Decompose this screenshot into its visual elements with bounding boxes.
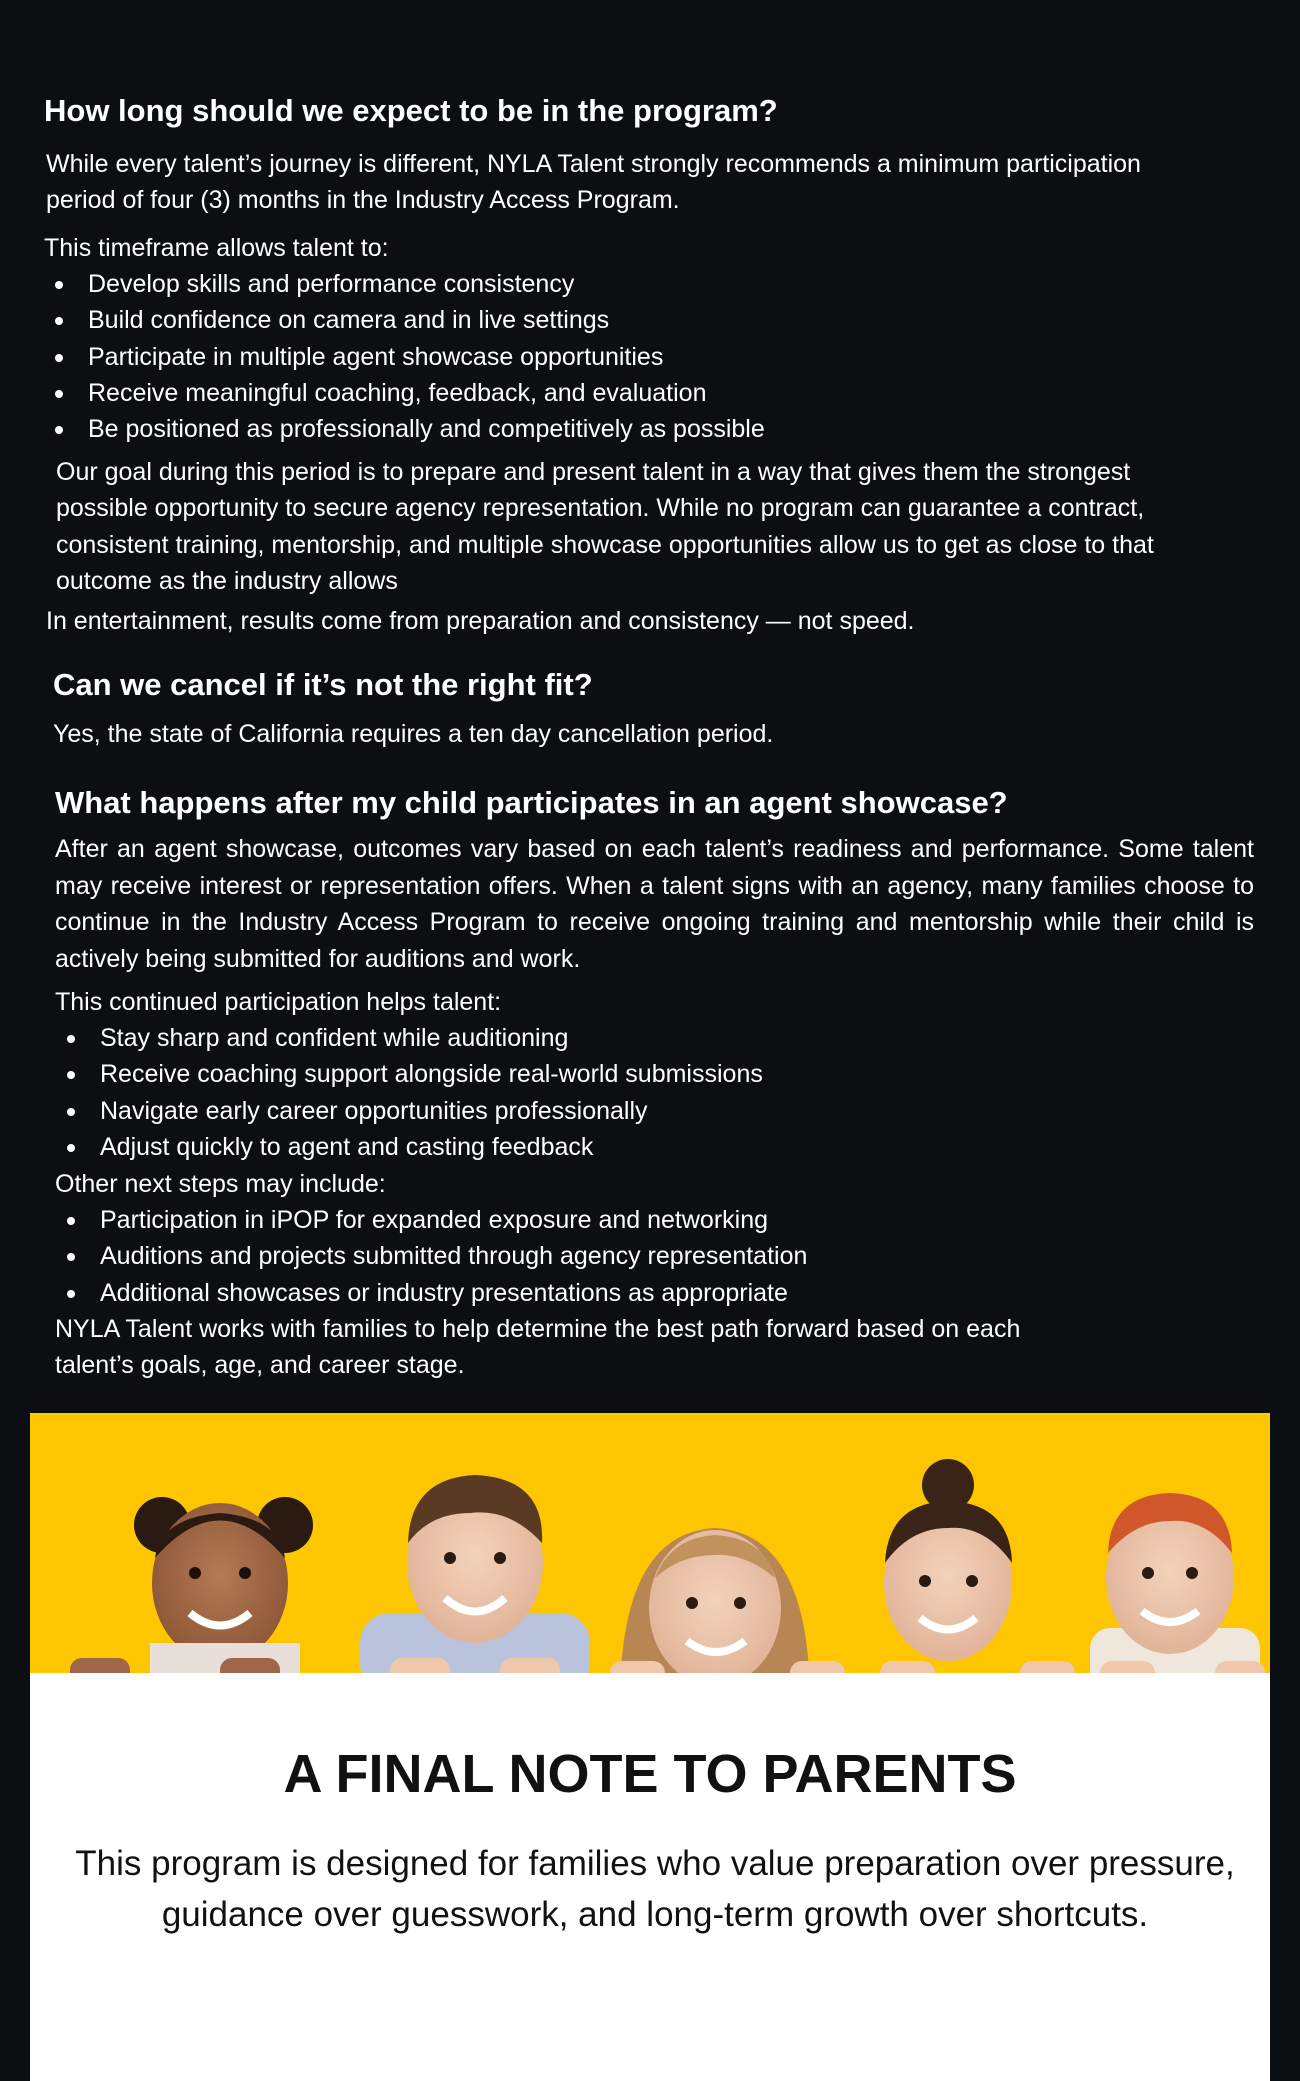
kids-photo-banner: [30, 1413, 1270, 1673]
list-item: Build confidence on camera and in live settings: [44, 302, 765, 338]
goal-line: consistent training, mentorship, and multiple showcase opportunities allow us to get as close to that: [56, 531, 1154, 559]
list-item: Auditions and projects submitted through agency representation: [56, 1238, 807, 1274]
timeframe-benefits-list: [44, 266, 765, 447]
list-lead: This timeframe allows talent to:: [44, 234, 389, 262]
faq-answer: After an agent showcase, outcomes vary based on each talent’s readiness and performance. Some talent may receive interest or representation offers. When a talent signs with an agency, many families choose to continue in the Industry Access Program to receive ongoing training and mentorship while their child is actively being submitted for auditions and work.: [55, 835, 1254, 973]
faq-answer-line: period of four (3) months in the Industry Access Program.: [46, 186, 680, 214]
continued-participation-list: [56, 1020, 763, 1165]
faq-question-cancel: Can we cancel if it’s not the right fit?: [53, 667, 593, 702]
list-item: Stay sharp and confident while auditioning: [56, 1020, 763, 1056]
list-item: Participation in iPOP for expanded exposure and networking: [56, 1202, 807, 1238]
kids-illustration: [30, 1413, 1270, 1713]
list-item: Develop skills and performance consistency: [44, 266, 765, 302]
list-lead: Other next steps may include:: [55, 1170, 386, 1198]
faq-question-program-length: How long should we expect to be in the program?: [44, 93, 778, 128]
child-4: [884, 1459, 1012, 1661]
list-item: Navigate early career opportunities professionally: [56, 1093, 763, 1129]
final-note-body: [50, 1838, 1260, 1940]
final-note-line: guidance over guesswork, and long-term growth over shortcuts.: [161, 1895, 1149, 1934]
next-steps-list: [56, 1202, 807, 1311]
list-item: Additional showcases or industry presentations as appropriate: [56, 1275, 807, 1311]
list-item: Be positioned as professionally and competitively as possible: [44, 411, 765, 447]
faq-question-after-showcase: What happens after my child participates in an agent showcase?: [55, 785, 1008, 820]
goal-line: possible opportunity to secure agency representation. While no program can guarantee a contract,: [56, 494, 1145, 522]
closing-statement: In entertainment, results come from preparation and consistency — not speed.: [46, 607, 915, 635]
list-lead: This continued participation helps talent:: [55, 988, 502, 1016]
list-item: Adjust quickly to agent and casting feedback: [56, 1129, 763, 1165]
child-1: [134, 1497, 313, 1683]
final-note-card: [30, 1413, 1270, 2081]
faq-answer: Yes, the state of California requires a ten day cancellation period.: [53, 720, 774, 748]
final-note-line: This program is designed for families who value preparation over pressure,: [75, 1844, 1235, 1883]
goal-line: Our goal during this period is to prepare and present talent in a way that gives them the strongest: [56, 458, 1131, 486]
list-item: Receive meaningful coaching, feedback, and evaluation: [44, 375, 765, 411]
child-2: [360, 1475, 590, 1693]
list-item: Participate in multiple agent showcase opportunities: [44, 339, 765, 375]
faq-answer-line: While every talent’s journey is different, NYLA Talent strongly recommends a minimum participation: [46, 150, 1141, 178]
closing-line: talent’s goals, age, and career stage.: [55, 1351, 465, 1379]
closing-line: NYLA Talent works with families to help determine the best path forward based on each: [55, 1315, 1021, 1343]
list-item: Receive coaching support alongside real-world submissions: [56, 1056, 763, 1092]
goal-line: outcome as the industry allows: [56, 567, 398, 595]
final-note-title: A FINAL NOTE TO PARENTS: [283, 1744, 1017, 1804]
